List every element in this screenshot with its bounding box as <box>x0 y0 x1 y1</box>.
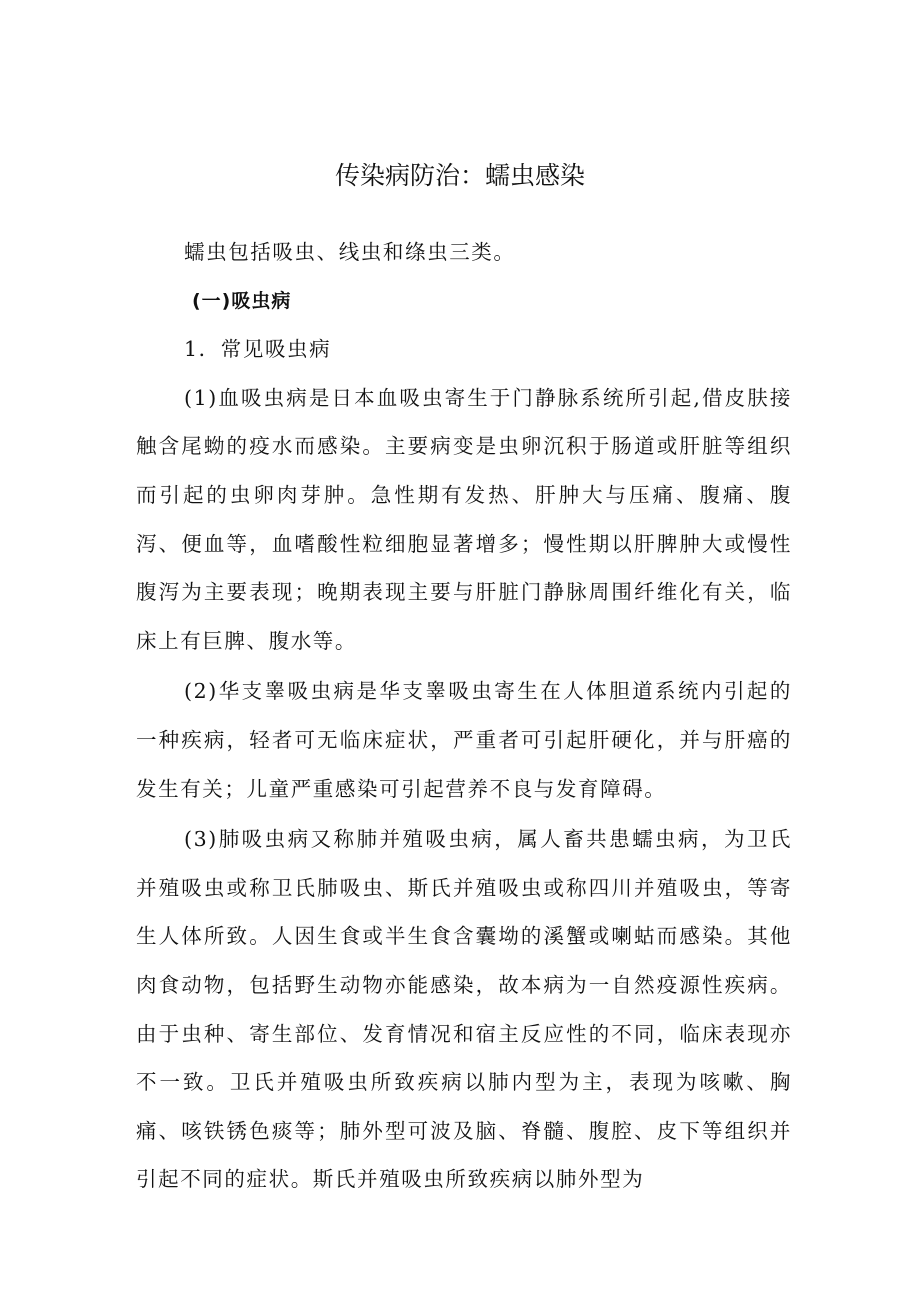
section-heading: (一)吸虫病 <box>192 289 292 312</box>
paragraph-clonorchiasis: (2)华支睾吸虫病是华支睾吸虫寄生在人体胆道系统内引起的一种疾病，轻者可无临床症状，严重者可引起肝硬化，并与肝癌的发生有关；儿童严重感染可引起营养不良与发育障碍。 <box>136 679 792 801</box>
intro-paragraph: 蠕虫包括吸虫、线虫和绦虫三类。 <box>184 240 516 264</box>
subsection-heading: 1．常见吸虫病 <box>184 337 332 362</box>
document-title: 传染病防治：蠕虫感染 <box>334 161 585 190</box>
document-body <box>136 228 792 1204</box>
paragraph-schistosomiasis: (1)血吸虫病是日本血吸虫寄生于门静脉系统所引起,借皮肤接触含尾蚴的疫水而感染。主要病变是虫卵沉积于肠道或肝脏等组织而引起的虫卵肉芽肿。急性期有发热、肝肿大与压痛、腹痛、腹泻、便血等，血嗜酸性粒细胞显著增多；慢性期以肝脾肿大或慢性腹泻为主要表现；晚期表现主要与肝脏门静脉周围纤维化有关，临床上有巨脾、腹水等。 <box>136 385 792 653</box>
paragraph-paragonimiasis: (3)肺吸虫病又称肺并殖吸虫病，属人畜共患蠕虫病，为卫氏并殖吸虫或称卫氏肺吸虫、斯氏并殖吸虫或称四川并殖吸虫，等寄生人体所致。人因生食或半生食含囊坳的溪蟹或喇蛄而感染。其他肉食动物，包括野生动物亦能感染，故本病为一自然疫源性疾病。由于虫种、寄生部位、发育情况和宿主反应性的不同，临床表现亦不一致。卫氏并殖吸虫所致疾病以肺内型为主，表现为咳嗽、胸痛、咳铁锈色痰等；肺外型可波及脑、脊髓、腹腔、皮下等组织并引起不同的症状。斯氏并殖吸虫所致疾病以肺外型为 <box>136 827 792 1192</box>
